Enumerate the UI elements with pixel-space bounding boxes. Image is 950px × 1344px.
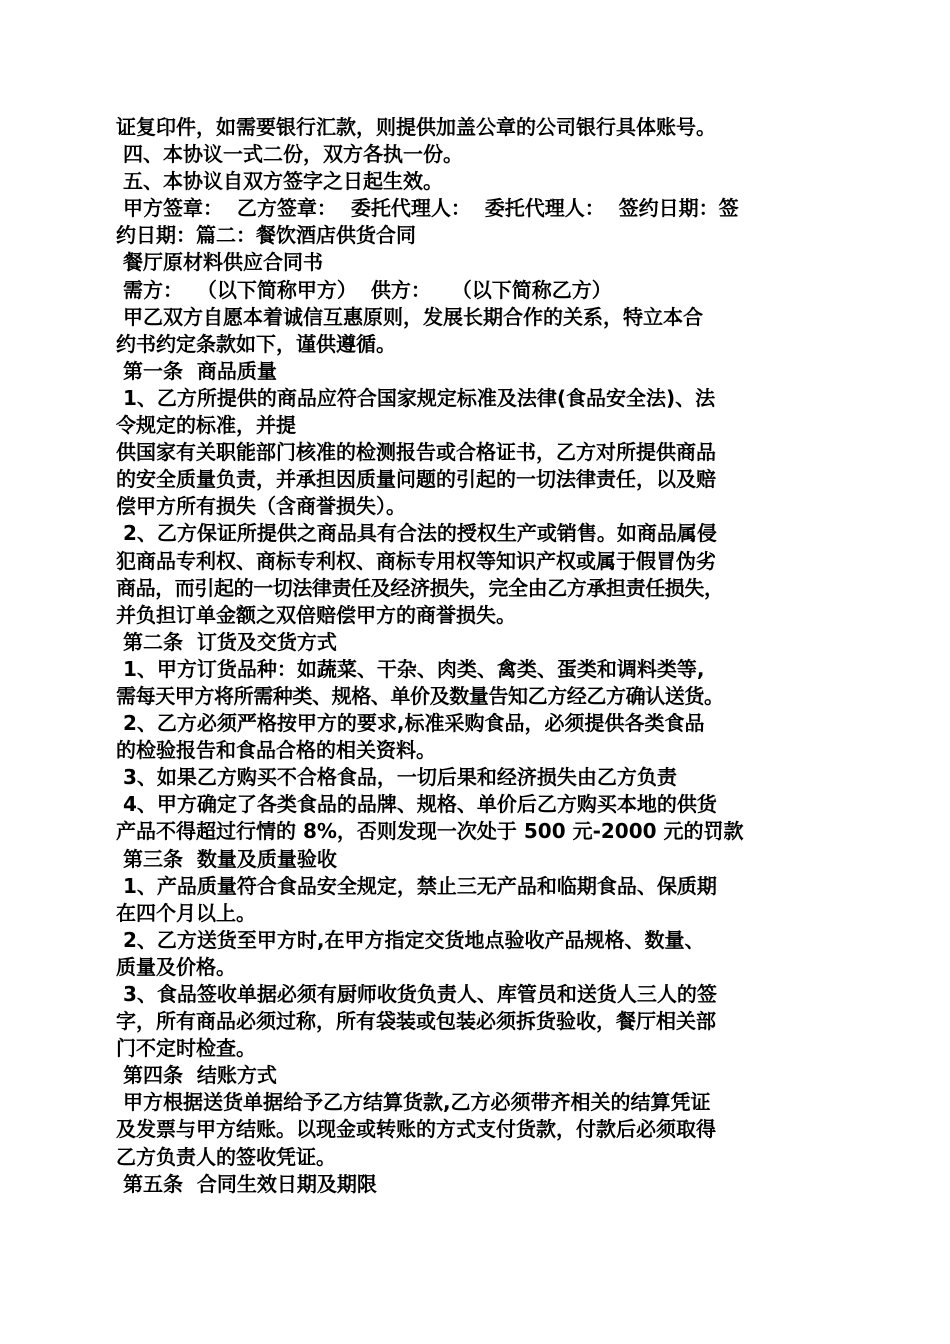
article-heading: 第二条 订货及交货方式	[116, 629, 337, 654]
article-heading: 第一条 商品质量	[116, 358, 277, 383]
text-line: 偿甲方所有损失（含商誉损失）。	[116, 494, 406, 519]
text-line: 甲方根据送货单据给予乙方结算货款,乙方必须带齐相关的结算凭证	[116, 1090, 711, 1115]
text-line: 2、乙方必须严格按甲方的要求,标准采购食品，必须提供各类食品	[116, 711, 705, 736]
article-heading: 第三条 数量及质量验收	[116, 846, 337, 871]
text-line: 1、乙方所提供的商品应符合国家规定标准及法律(食品安全法)、法	[116, 385, 716, 410]
text-line: 1、产品质量符合食品安全规定，禁止三无产品和临期食品、保质期	[116, 873, 717, 898]
text-line: 3、如果乙方购买不合格食品，一切后果和经济损失由乙方负责	[116, 765, 677, 790]
text-line: 的检验报告和食品合格的相关资料。	[116, 738, 436, 763]
text-line: 2、乙方送货至甲方时,在甲方指定交货地点验收产品规格、数量、	[116, 927, 705, 952]
text-line: 及发票与甲方结账。以现金或转账的方式支付货款，付款后必须取得	[116, 1117, 716, 1142]
article-heading: 第五条 合同生效日期及期限	[116, 1171, 377, 1196]
text-line: 并负担订单金额之双倍赔偿甲方的商誉损失。	[116, 602, 516, 627]
text-line: 在四个月以上。	[116, 900, 256, 925]
article-heading: 第四条 结账方式	[116, 1063, 277, 1088]
text-line: 商品，而引起的一切法律责任及经济损失，完全由乙方承担责任损失，	[116, 575, 724, 600]
text-line: 乙方负责人的签收凭证。	[116, 1144, 336, 1169]
text-line: 约书约定条款如下，谨供遵循。	[116, 331, 396, 356]
document-body	[116, 114, 856, 1198]
text-line: 需方： （以下简称甲方） 供方： （以下简称乙方）	[116, 277, 612, 302]
text-line: 令规定的标准，并提	[116, 413, 296, 438]
text-line: 甲方签章： 乙方签章： 委托代理人： 委托代理人： 签约日期：签	[116, 196, 739, 221]
text-line: 4、甲方确定了各类食品的品牌、规格、单价后乙方购买本地的供货	[116, 792, 717, 817]
text-line: 质量及价格。	[116, 954, 236, 979]
text-line: 五、本协议自双方签字之日起生效。	[116, 169, 443, 194]
text-line: 产品不得超过行情的 8%，否则发现一次处于 500 元-2000 元的罚款	[116, 819, 744, 844]
section-heading: 餐厅原材料供应合同书	[116, 250, 323, 275]
text-line: 门不定时检查。	[116, 1036, 256, 1061]
text-line: 需每天甲方将所需种类、规格、单价及数量告知乙方经乙方确认送货。	[116, 683, 724, 708]
text-line: 字，所有商品必须过称，所有袋装或包装必须拆货验收，餐厅相关部	[116, 1009, 716, 1034]
text-line: 1、甲方订货品种：如蔬菜、干杂、肉类、禽类、蛋类和调料类等,	[116, 656, 705, 681]
text-line: 2、乙方保证所提供之商品具有合法的授权生产或销售。如商品属侵	[116, 521, 717, 546]
text-line: 证复印件，如需要银行汇款，则提供加盖公章的公司银行具体账号。	[116, 115, 716, 139]
text-line: 四、本协议一式二份，双方各执一份。	[116, 142, 463, 167]
text-line: 供国家有关职能部门核准的检测报告或合格证书，乙方对所提供商品	[116, 440, 716, 465]
text-line: 犯商品专利权、商标专利权、商标专用权等知识产权或属于假冒伪劣	[116, 548, 716, 573]
text-line: 约日期：篇二：餐饮酒店供货合同	[116, 223, 416, 248]
text-line: 3、食品签收单据必须有厨师收货负责人、库管员和送货人三人的签	[116, 982, 717, 1006]
text-line: 的安全质量负责，并承担因质量问题的引起的一切法律责任，以及赔	[116, 467, 716, 492]
text-line: 甲乙双方自愿本着诚信互惠原则，发展长期合作的关系，特立本合	[116, 304, 703, 329]
